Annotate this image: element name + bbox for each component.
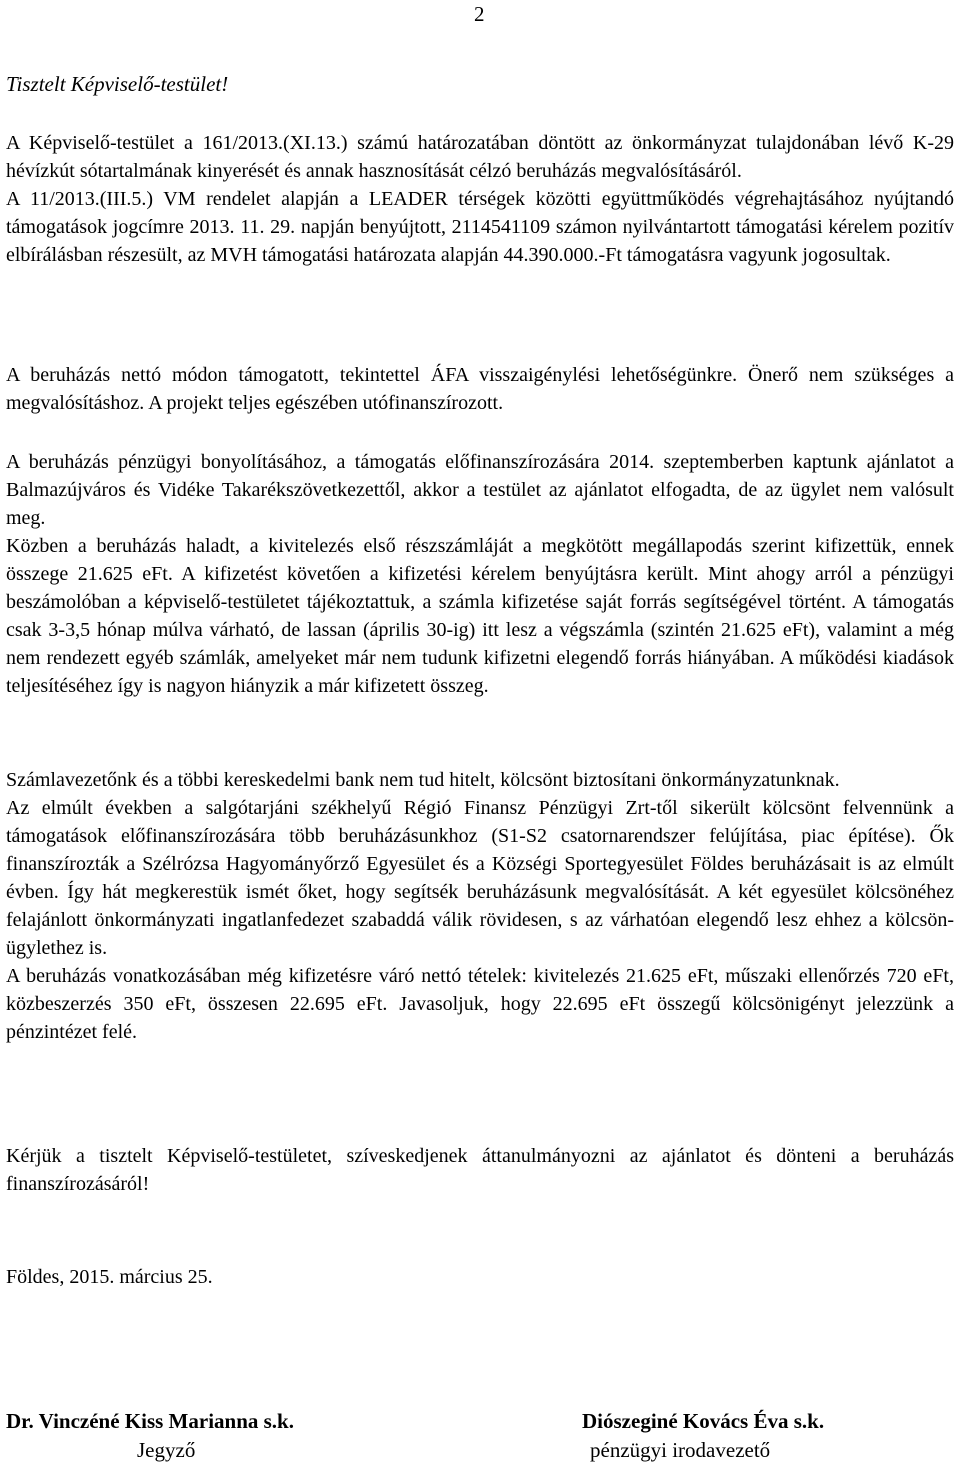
- request-block: [6, 1142, 954, 1198]
- page-number: 2: [474, 2, 485, 26]
- signature-right: [582, 1407, 824, 1465]
- place-date: Földes, 2015. március 25.: [6, 1266, 213, 1288]
- paragraph-vat: A beruházás nettó módon támogatott, tekintettel ÁFA visszaigénylési lehetőségünkre. Önerő nem szükséges a megvalósításhoz. A projekt teljes egészében utófinanszírozott.: [6, 364, 954, 414]
- paragraph-remaining-items: A beruházás vonatkozásában még kifizetésre váró nettó tételek: kivitelezés 21.625 eFt, műszaki ellenőrzés 720 eFt, közbeszerzés 350 eFt, összesen 22.695 eFt. Javasoljuk, hogy 22.695 eFt összegű kölcsönigényt jelezzünk a pénzintézet felé.: [6, 965, 954, 1043]
- signature-left-name: Dr. Vinczéné Kiss Marianna s.k.: [6, 1409, 294, 1433]
- signature-right-role: pénzügyi irodavezető: [590, 1438, 771, 1462]
- paragraph-progress: Közben a beruházás haladt, a kivitelezés első részszámláját a megkötött megállapodás szerint kifizettük, ennek összege 21.625 eFt. A kifizetést követően a kifizetési kérelem benyújtásra került. Mint ahogy arról a pénzügyi beszámolóban a képviselő-testületet tájékoztattuk, a számla kifizetése saját forrás segítségével történt. A támogatás csak 3-3,5 hónap múlva várható, de lassan (április 30-ig) itt lesz a végszámla (szintén 21.625 eFt), valamint a még nem rendezett egyéb számlák, amelyeket már nem tudunk kifizetni elegendő forrás hiányában. A működési kiadások teljesítéséhez így is nagyon hiányzik a már kifizetett összeg.: [6, 535, 954, 697]
- paragraph-regio-finansz: Az elmúlt években a salgótarjáni székhelyű Régió Finansz Pénzügyi Zrt-től sikerült kölcsönt felvennünk a támogatások előfinanszírozására több beruházásunkhoz (S1-S2 csatornarendszer felújítása, piac építése). Ők finanszírozták a Szélrózsa Hagyományőrző Egyesület és a Községi Sportegyesület Földes beruházásait is az elmúlt évben. Így hát megkerestük ismét őket, hogy segítsék beruházásunk megvalósítását. A két egyesület kölcsönéhez felajánlott önkormányzati ingatlanfedezet szabaddá válik rövidesen, s az várhatóan elegendő lesz ehhez a kölcsön-ügylethez is.: [6, 797, 954, 959]
- loan-block: [6, 766, 954, 1046]
- signature-right-name: Diószeginé Kovács Éva s.k.: [582, 1409, 825, 1433]
- signature-left-role: Jegyző: [137, 1438, 196, 1462]
- paragraph-support-decision: A 11/2013.(III.5.) VM rendelet alapján a LEADER térségek közötti együttműködés végrehajtásához nyújtandó támogatások jogcímre 2013. 11. 29. napján benyújtott, 2114541109 számon nyilvántartott támogatási kérelem pozitív elbírálásban részesült, az MVH támogatási határozata alapján 44.390.000.-Ft támogatásra vagyunk jogosultak.: [6, 188, 954, 266]
- salutation: Tisztelt Képviselő-testület!: [6, 72, 229, 96]
- paragraph-banks: Számlavezetőnk és a többi kereskedelmi bank nem tud hitelt, kölcsönt biztosítani önkormányzatunknak.: [6, 769, 840, 791]
- paragraph-bank-offer: A beruházás pénzügyi bonyolításához, a támogatás előfinanszírozására 2014. szeptemberben kaptunk ajánlatot a Balmazújváros és Vidéke Takarékszövetkezettől, akkor a testület az ajánlatot elfogadta, de az ügylet nem valósult meg.: [6, 451, 954, 529]
- signature-left: [6, 1407, 294, 1465]
- vat-block: [6, 361, 954, 417]
- paragraph-resolution: A Képviselő-testület a 161/2013.(XI.13.) számú határozatában döntött az önkormányzat tulajdonában lévő K-29 hévízkút sótartalmának kinyerését és annak hasznosítását célzó beruházás megvalósításáról.: [6, 132, 954, 182]
- paragraph-request: Kérjük a tisztelt Képviselő-testületet, szíveskedjenek áttanulmányozni az ajánlatot és dönteni a beruházás finanszírozásáról!: [6, 1145, 954, 1195]
- financing-block: [6, 448, 954, 700]
- intro-block: [6, 129, 954, 269]
